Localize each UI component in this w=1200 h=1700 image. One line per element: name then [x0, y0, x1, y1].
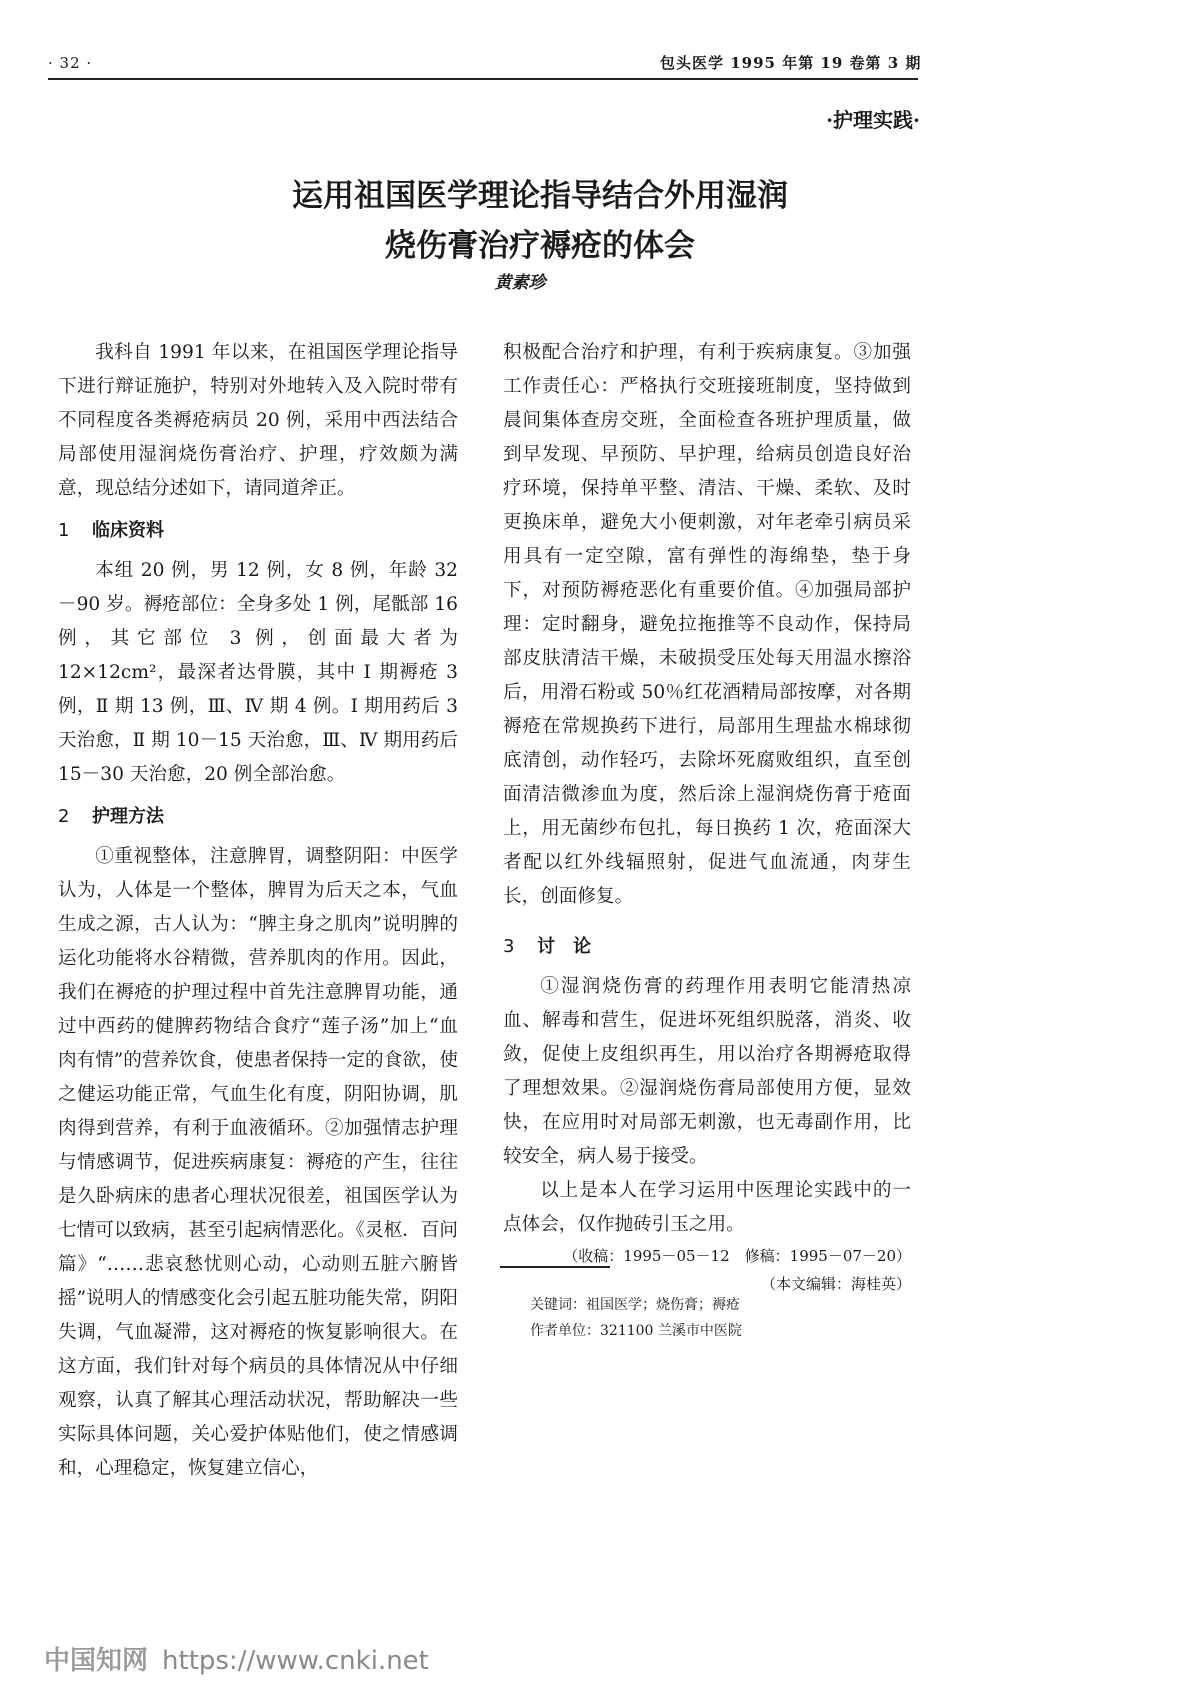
intro-paragraph: 我科自 1991 年以来，在祖国医学理论指导下进行辩证施护，特别对外地转入及入院时带有不同程度各类褥疮病员 20 例，采用中西法结合局部使用湿润烧伤膏治疗、护理，疗效颇为满意，现总结分述如下，请同道斧正。 [58, 342, 458, 499]
section-number: 2 [58, 806, 70, 827]
discussion-paragraph: ①湿润烧伤膏的药理作用表明它能清热凉血、解毒和营生，促进坏死组织脱落，消炎、收敛，促使上皮组织再生，用以治疗各期褥疮取得了理想效果。②湿润烧伤膏局部使用方便，显效快，在应用时对局部无刺激，也无毒副作用，比较安全，病人易于接受。 [503, 976, 911, 1167]
section-number: 3 [503, 936, 515, 957]
section-heading-3 [503, 928, 911, 966]
article-title-line-1: 运用祖国医学理论指导结合外用湿润 [292, 178, 788, 214]
cnki-url: https://www.cnki.net [162, 1646, 429, 1676]
nursing-methods-continued: 积极配合治疗和护理，有利于疾病康复。③加强工作责任心：严格执行交班接班制度，坚持做到晨间集体查房交班，全面检查各班护理质量，做到早发现、早预防、早护理，给病员创造良好治疗环境，保持单平整、清洁、干燥、柔软、及时更换床单，避免大小便刺激，对年老牵引病员采用具有一定空隙，富有弹性的海绵垫，垫于身下，对预防褥疮恶化有重要价值。④加强局部护理：定时翻身，避免拉拖推等不良动作，保持局部皮肤清洁干燥，未破损受压处每天用温水擦浴后，用滑石粉或 50％红花酒精局部按摩，对各期褥疮在常规换药下进行，局部用生理盐水棉球彻底清创，动作轻巧，去除坏死腐败组织，直至创面清洁微渗血为度，然后涂上湿润烧伤膏于疮面上，用无菌纱布包扎，每日换药 1 次，疮面深大者配以红外线辐照射，促进气血流通，肉芽生长，创面修复。 [503, 342, 911, 907]
section-number: 1 [58, 520, 70, 541]
receipt-dates: （收稿：1995－05－12 修稿：1995－07－20） [563, 1247, 911, 1265]
author-name: 黄素珍 [494, 273, 546, 293]
section-title: 临床资料 [92, 520, 164, 541]
keywords-footnote: 关键词：祖国医学；烧伤膏；褥疮 [530, 1297, 740, 1313]
header-rule [48, 78, 918, 80]
right-column [503, 336, 911, 1298]
cnki-watermark [44, 1640, 429, 1677]
section-title: 护理方法 [92, 806, 164, 827]
section-heading-1 [58, 512, 458, 550]
page-number: · 32 · [48, 54, 93, 72]
clinical-data-paragraph: 本组 20 例，男 12 例，女 8 例，年龄 32－90 岁。褥疮部位：全身多处 1 例，尾骶部 16 例，其它部位 3 例，创面最大者为 12×12cm²，最深者达骨膜，其中 Ⅰ 期褥疮 3 例，Ⅱ 期 13 例，Ⅲ、Ⅳ 期 4 例。Ⅰ 期用药后 3 天治愈，Ⅱ 期 10－15 天治愈，Ⅲ、Ⅳ 期用药后 15－30 天治愈，20 例全部治愈。 [58, 560, 458, 785]
author-affiliation: 作者单位：321100 兰溪市中医院 [530, 1323, 742, 1339]
editor-credit: （本文编辑：海桂英） [760, 1275, 911, 1293]
nursing-methods-paragraph: ①重视整体，注意脾胃，调整阴阳：中医学认为，人体是一个整体，脾胃为后天之本，气血生成之源，古人认为：“脾主身之肌肉”说明脾的运化功能将水谷精微，营养肌肉的作用。因此，我们在褥疮的护理过程中首先注意脾胃功能，通过中西药的健脾药物结合食疗“莲子汤”加上“血肉有情”的营养饮食，使患者保持一定的食欲，使之健运功能正常，气血生化有度，阴阳协调，肌肉得到营养，有利于血液循环。②加强情志护理与情感调节，促进疾病康复：褥疮的产生，往往是久卧病床的患者心理状况很差，祖国医学认为七情可以致病，甚至引起病情恶化。《灵枢．百问篇》“……悲哀愁忧则心动，心动则五脏六腑皆摇”说明人的情感变化会引起五脏功能失常，阴阳失调，气血凝滞，这对褥疮的恢复影响很大。在这方面，我们针对每个病员的具体情况从中仔细观察，认真了解其心理活动状况，帮助解决一些实际具体问题，关心爱护体贴他们，使之情感调和，心理稳定，恢复建立信心， [58, 846, 458, 1479]
section-tag: ·护理实践· [826, 108, 920, 132]
journal-info: 包头医学 1995 年第 19 卷第 3 期 [660, 54, 922, 72]
conclusion-paragraph: 以上是本人在学习运用中医理论实践中的一点体会，仅作抛砖引玉之用。 [503, 1180, 911, 1235]
cnki-logo: 中国知网 [44, 1646, 149, 1676]
section-heading-2 [58, 798, 458, 836]
section-title: 讨 论 [537, 936, 591, 957]
footnote-rule [500, 1266, 610, 1268]
article-title-line-2: 烧伤膏治疗褥疮的体会 [385, 228, 695, 264]
left-column [58, 336, 458, 1486]
